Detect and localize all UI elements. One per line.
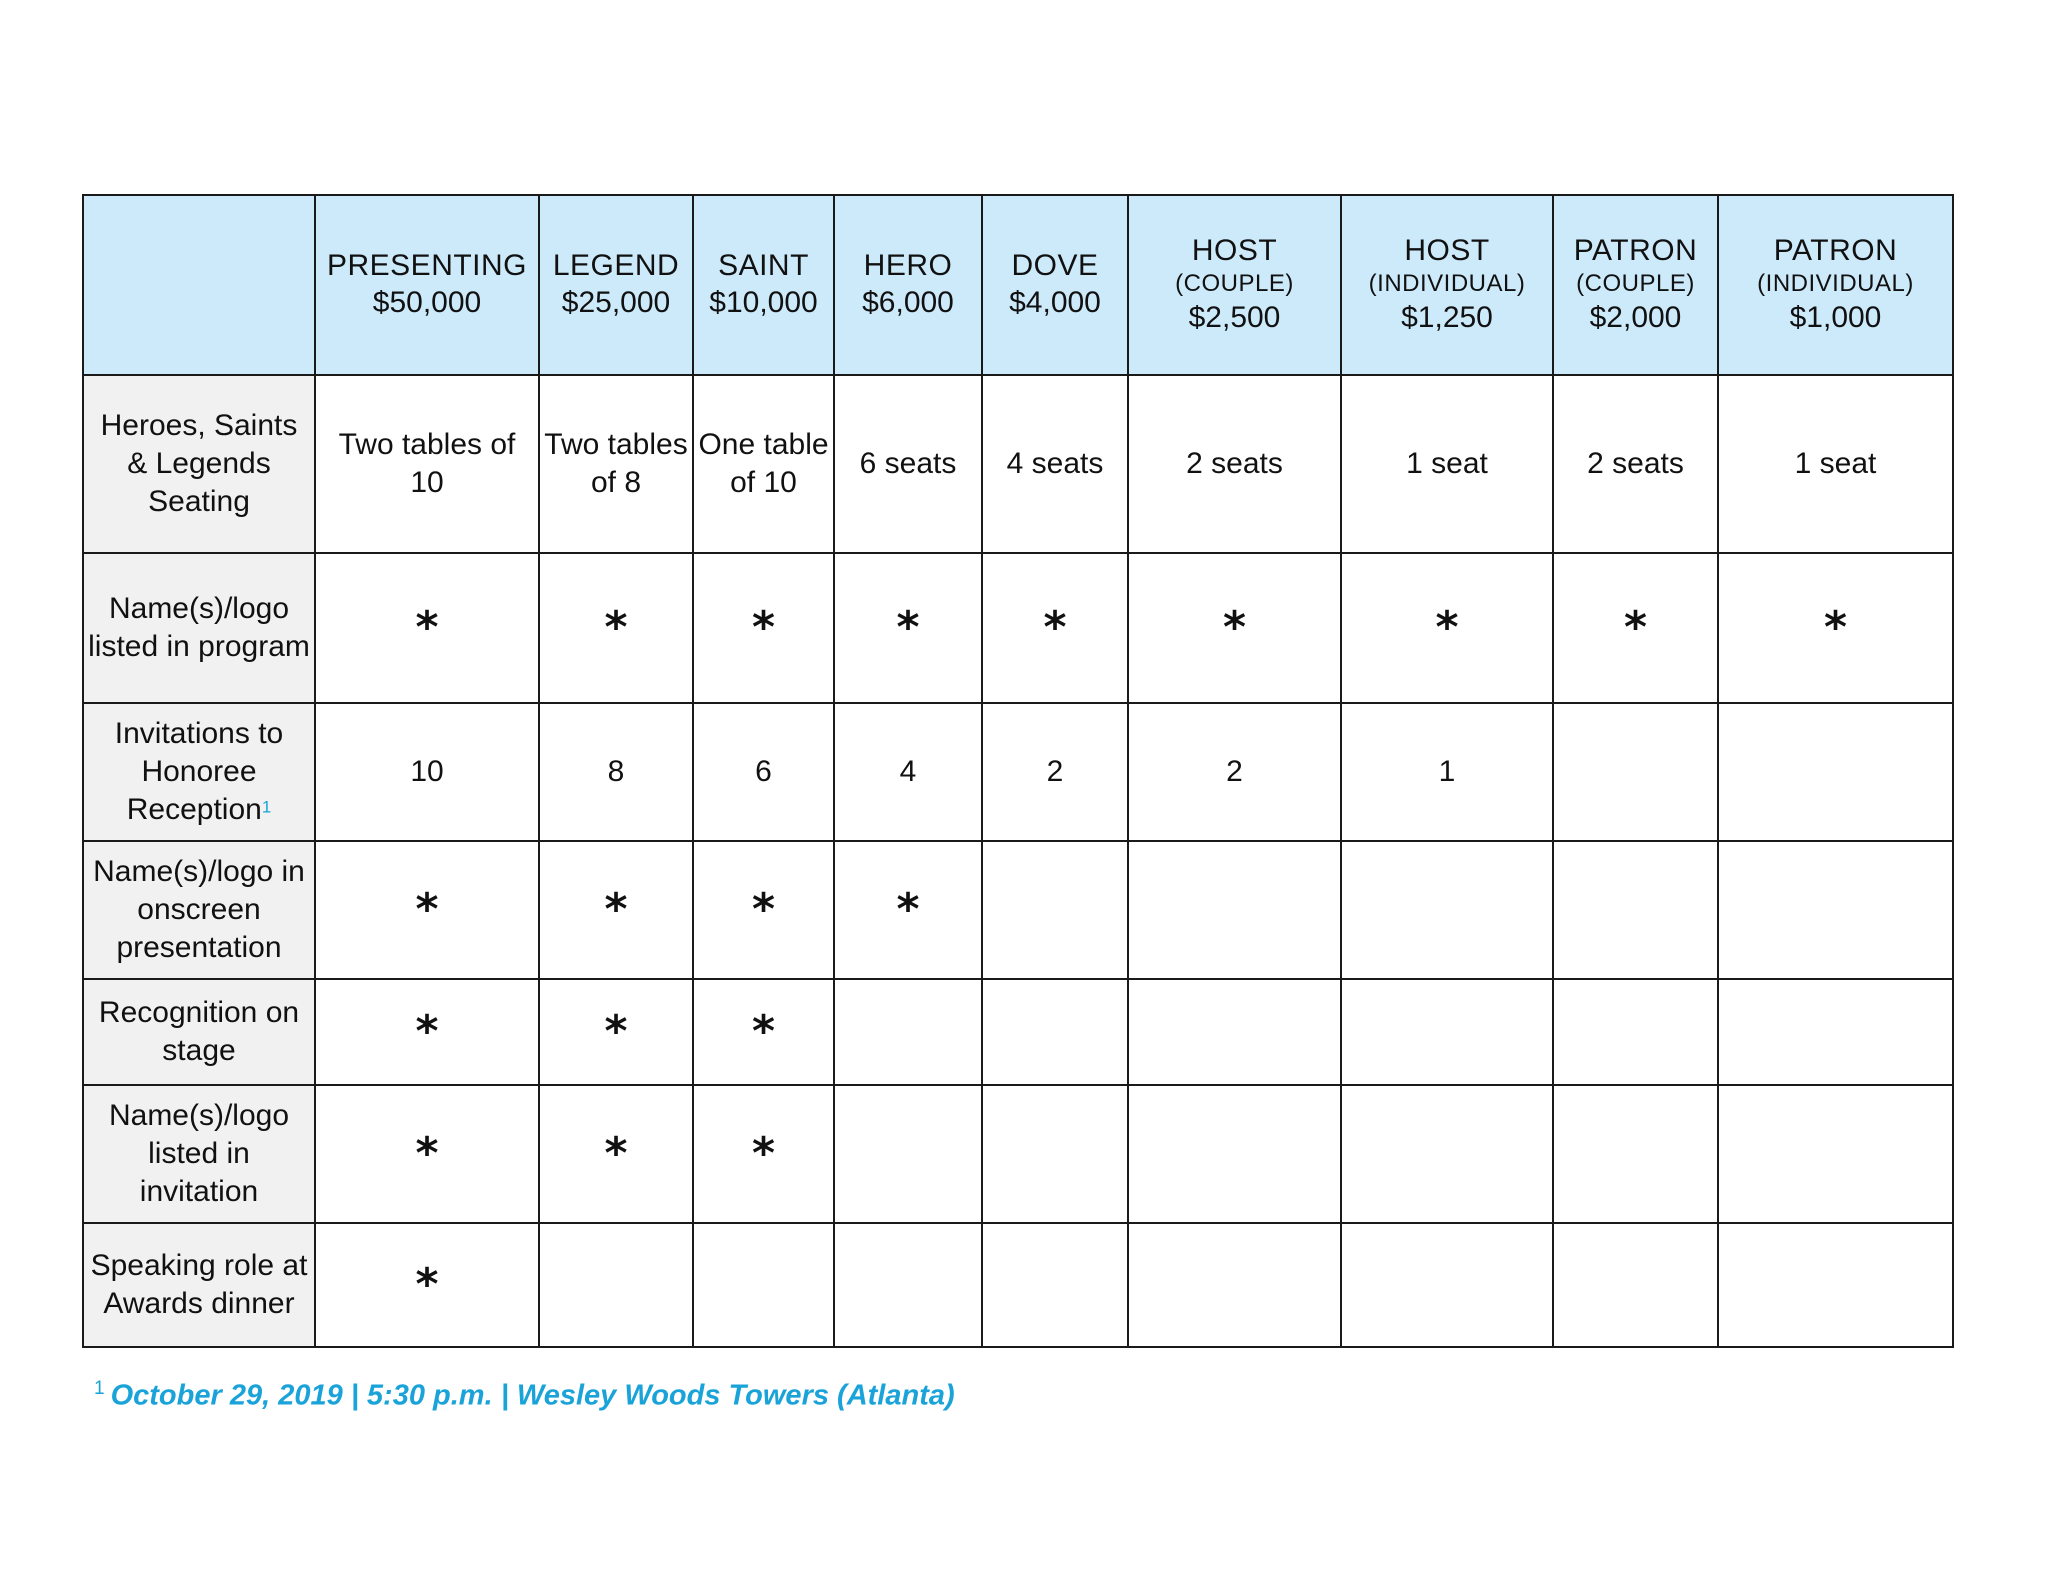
table-row — [83, 1223, 1953, 1347]
tier-header — [982, 195, 1128, 375]
benefit-value: 4 — [899, 755, 917, 788]
row-label-cell — [83, 841, 315, 979]
benefit-value: 8 — [607, 755, 625, 788]
tier-price: $25,000 — [561, 286, 671, 319]
benefit-cell — [1128, 375, 1341, 553]
benefit-cell — [315, 979, 539, 1085]
benefit-cell — [693, 841, 834, 979]
asterisk-mark: * — [604, 1128, 628, 1179]
benefit-cell — [693, 1223, 834, 1347]
benefit-value: Two tables of 8 — [544, 428, 688, 499]
benefit-cell — [982, 375, 1128, 553]
asterisk-mark: * — [896, 884, 920, 935]
tier-header — [1718, 195, 1953, 375]
row-label-cell — [83, 553, 315, 703]
tier-name: HERO — [863, 249, 953, 282]
tier-name: PRESENTING — [326, 249, 528, 282]
table-row — [83, 553, 1953, 703]
tier-header — [1341, 195, 1553, 375]
benefit-cell — [1128, 1223, 1341, 1347]
benefit-cell — [1718, 1085, 1953, 1223]
benefit-cell — [834, 841, 982, 979]
benefit-cell — [1128, 553, 1341, 703]
benefit-cell — [1718, 1223, 1953, 1347]
benefit-value: 6 seats — [859, 447, 957, 480]
benefit-cell — [1718, 375, 1953, 553]
row-label-cell — [83, 1223, 315, 1347]
benefit-cell — [1553, 1223, 1718, 1347]
benefit-cell — [834, 553, 982, 703]
benefit-cell — [1718, 703, 1953, 841]
asterisk-mark: * — [1823, 602, 1847, 653]
benefit-cell — [1128, 703, 1341, 841]
benefit-cell — [1341, 1085, 1553, 1223]
benefit-cell — [693, 979, 834, 1085]
table-body — [83, 375, 1953, 1347]
benefit-cell — [1341, 553, 1553, 703]
tier-price: $2,000 — [1589, 301, 1682, 334]
benefit-value: 1 seat — [1794, 447, 1877, 480]
asterisk-mark: * — [604, 884, 628, 935]
footnote-text: October 29, 2019 | 5:30 p.m. | Wesley Woods Towers (Atlanta) — [110, 1379, 955, 1412]
benefit-cell — [539, 841, 693, 979]
sponsorship-table — [82, 194, 1954, 1348]
benefit-value: 4 seats — [1006, 447, 1104, 480]
benefit-cell — [539, 553, 693, 703]
benefit-cell — [1128, 841, 1341, 979]
tier-price: $4,000 — [1009, 286, 1101, 319]
benefit-cell — [982, 979, 1128, 1085]
benefit-value: 2 seats — [1587, 447, 1684, 480]
footnote-reference: 1 — [261, 797, 272, 817]
benefit-cell — [1341, 703, 1553, 841]
benefit-cell — [1553, 1085, 1718, 1223]
tier-price: $1,250 — [1401, 301, 1493, 334]
tier-header — [1128, 195, 1341, 375]
row-label: Name(s)/logo in onscreen presentation — [93, 855, 305, 964]
benefit-cell — [315, 703, 539, 841]
tier-subtype: (COUPLE) — [1576, 270, 1695, 297]
row-label-cell — [83, 703, 315, 841]
tier-price: $1,000 — [1789, 301, 1882, 334]
row-label: Invitations to Honoree Reception — [114, 717, 284, 826]
tier-price: $2,500 — [1188, 301, 1281, 334]
benefit-cell — [834, 1085, 982, 1223]
benefit-cell — [1718, 841, 1953, 979]
benefit-cell — [693, 703, 834, 841]
benefit-value: 2 seats — [1186, 447, 1283, 480]
benefit-cell — [982, 703, 1128, 841]
benefit-cell — [834, 375, 982, 553]
asterisk-mark: * — [1043, 602, 1067, 653]
benefit-cell — [315, 553, 539, 703]
row-label-cell — [83, 375, 315, 553]
benefit-cell — [1553, 979, 1718, 1085]
benefit-cell — [1553, 553, 1718, 703]
asterisk-mark: * — [751, 1006, 775, 1057]
benefit-cell — [834, 703, 982, 841]
footnote-mark: 1 — [94, 1378, 105, 1399]
asterisk-mark: * — [896, 602, 920, 653]
asterisk-mark: * — [751, 884, 775, 935]
benefit-cell — [539, 1085, 693, 1223]
tier-name: PATRON — [1773, 234, 1898, 267]
benefit-cell — [1341, 375, 1553, 553]
benefit-cell — [982, 553, 1128, 703]
benefit-cell — [1341, 979, 1553, 1085]
benefit-cell — [1553, 841, 1718, 979]
benefit-value: 1 seat — [1406, 447, 1488, 480]
benefit-cell — [539, 703, 693, 841]
benefit-cell — [1553, 703, 1718, 841]
benefit-cell — [315, 841, 539, 979]
tier-header — [539, 195, 693, 375]
tier-name: LEGEND — [552, 249, 680, 282]
benefit-cell — [693, 1085, 834, 1223]
benefit-value: One table of 10 — [698, 428, 829, 499]
benefit-cell — [1718, 553, 1953, 703]
benefit-value: 10 — [410, 755, 444, 788]
asterisk-mark: * — [415, 602, 439, 653]
benefit-cell — [1553, 375, 1718, 553]
benefit-cell — [315, 1223, 539, 1347]
row-label: Name(s)/logo listed in program — [88, 592, 310, 663]
benefit-cell — [539, 375, 693, 553]
benefit-cell — [539, 979, 693, 1085]
table-header — [83, 195, 1953, 375]
asterisk-mark: * — [604, 602, 628, 653]
asterisk-mark: * — [604, 1006, 628, 1057]
tier-name: DOVE — [1011, 249, 1099, 282]
asterisk-mark: * — [415, 1259, 439, 1310]
benefit-cell — [834, 979, 982, 1085]
benefit-value: 2 — [1046, 755, 1064, 788]
tier-subtype: (INDIVIDUAL) — [1757, 270, 1914, 297]
asterisk-mark: * — [1222, 602, 1246, 653]
benefit-cell — [315, 375, 539, 553]
row-label-cell — [83, 1085, 315, 1223]
row-label: Recognition on stage — [98, 996, 300, 1067]
benefit-cell — [693, 375, 834, 553]
table-row — [83, 979, 1953, 1085]
header-row — [83, 195, 1953, 375]
tier-name: HOST — [1191, 234, 1278, 267]
table-row — [83, 841, 1953, 979]
asterisk-mark: * — [1435, 602, 1459, 653]
tier-header — [693, 195, 834, 375]
benefit-cell — [1718, 979, 1953, 1085]
benefit-cell — [982, 1085, 1128, 1223]
table-row — [83, 1085, 1953, 1223]
tier-subtype: (COUPLE) — [1175, 270, 1294, 297]
corner-cell — [83, 195, 315, 375]
benefit-cell — [1128, 979, 1341, 1085]
asterisk-mark: * — [415, 1128, 439, 1179]
row-label: Heroes, Saints & Legends Seating — [100, 409, 298, 518]
benefit-value: 1 — [1438, 755, 1456, 788]
tier-name: PATRON — [1573, 234, 1698, 267]
benefit-cell — [693, 553, 834, 703]
asterisk-mark: * — [1623, 602, 1647, 653]
table-row — [83, 703, 1953, 841]
benefit-cell — [1341, 841, 1553, 979]
tier-header — [315, 195, 539, 375]
benefit-cell — [1128, 1085, 1341, 1223]
benefit-cell — [539, 1223, 693, 1347]
tier-subtype: (INDIVIDUAL) — [1368, 270, 1526, 297]
tier-price: $6,000 — [862, 286, 954, 319]
benefit-value: 6 — [755, 755, 772, 788]
benefit-cell — [315, 1085, 539, 1223]
tier-name: HOST — [1404, 234, 1490, 267]
tier-name: SAINT — [718, 249, 809, 282]
tier-header — [834, 195, 982, 375]
asterisk-mark: * — [751, 1128, 775, 1179]
benefit-cell — [834, 1223, 982, 1347]
asterisk-mark: * — [415, 884, 439, 935]
asterisk-mark: * — [751, 602, 775, 653]
benefit-cell — [1341, 1223, 1553, 1347]
asterisk-mark: * — [415, 1006, 439, 1057]
footnote — [94, 1378, 955, 1413]
benefit-cell — [982, 841, 1128, 979]
tier-price: $50,000 — [372, 286, 482, 319]
benefit-cell — [982, 1223, 1128, 1347]
row-label-cell — [83, 979, 315, 1085]
row-label: Name(s)/logo listed in invitation — [108, 1099, 290, 1208]
tier-price: $10,000 — [709, 286, 818, 319]
row-label: Speaking role at Awards dinner — [90, 1249, 308, 1320]
tier-header — [1553, 195, 1718, 375]
benefit-value: 2 — [1226, 755, 1243, 788]
benefit-value: Two tables of 10 — [338, 428, 516, 499]
table-row — [83, 375, 1953, 553]
